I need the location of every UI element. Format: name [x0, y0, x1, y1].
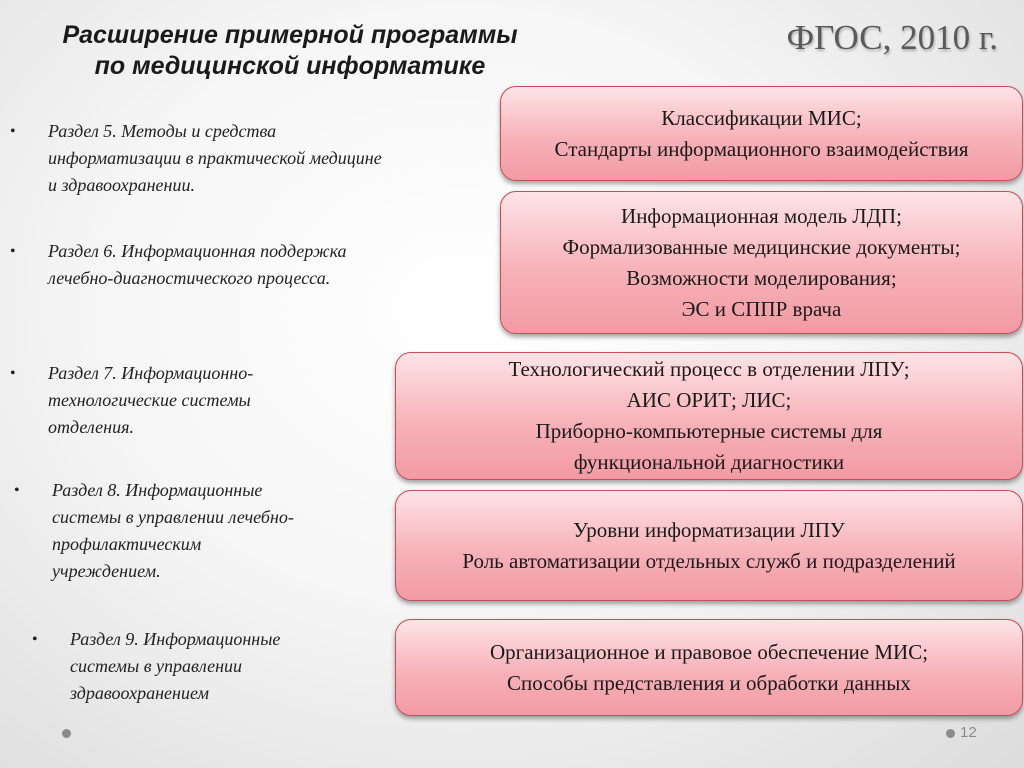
- content-box-1: [500, 86, 1023, 181]
- section-line: здравоохранением: [70, 683, 209, 703]
- box-line: ЭС и СППР врача: [681, 296, 842, 321]
- section-line: Раздел 9. Информационные: [70, 629, 281, 649]
- box-line: Уровни информатизации ЛПУ: [573, 517, 845, 542]
- box-line: Стандарты информационного взаимодействия: [554, 136, 969, 161]
- content-box-2: [500, 191, 1023, 334]
- bullet: •: [14, 482, 20, 499]
- section-line: Раздел 7. Информационно-: [48, 363, 254, 383]
- box-line: Способы представления и обработки данных: [507, 670, 911, 695]
- section-7: [10, 360, 254, 441]
- box-line: Организационное и правовое обеспечение МИС;: [489, 639, 929, 664]
- content-box-4: [395, 490, 1023, 601]
- box-line: Информационная модель ЛДП;: [621, 203, 902, 228]
- section-9: [32, 626, 281, 707]
- box-line: Возможности моделирования;: [626, 265, 897, 290]
- section-line: учреждением.: [52, 561, 161, 581]
- section-line: отделения.: [48, 417, 134, 437]
- section-8: [14, 477, 294, 585]
- bullet: •: [32, 631, 38, 648]
- section-line: Раздел 5. Методы и средства: [48, 121, 277, 141]
- footer-right-dot: [946, 729, 955, 738]
- section-6: [10, 238, 347, 292]
- standard-label: ФГОС, 2010 г.: [786, 18, 998, 57]
- page-number: 12: [960, 724, 977, 741]
- section-line: информатизации в практической медицине: [48, 148, 382, 168]
- section-5: [10, 118, 382, 199]
- box-line: Классификации МИС;: [661, 105, 862, 130]
- box-line: Роль автоматизации отдельных служб и подразделений: [462, 548, 956, 573]
- box-line: Технологический процесс в отделении ЛПУ;: [508, 357, 910, 381]
- section-line: технологические системы: [48, 390, 251, 410]
- slide-title: [0, 20, 580, 82]
- title-line: по медицинской информатике: [94, 52, 486, 80]
- section-line: Раздел 6. Информационная поддержка: [48, 241, 347, 261]
- section-line: Раздел 8. Информационные: [52, 480, 263, 500]
- section-line: лечебно-диагностического процесса.: [48, 268, 331, 288]
- bullet: •: [10, 365, 16, 382]
- box-line: Формализованные медицинские документы;: [562, 234, 961, 259]
- section-line: системы в управлении: [70, 656, 243, 676]
- content-box-3: [395, 352, 1023, 480]
- footer-left-dot: [62, 729, 71, 738]
- content-box-5: [395, 619, 1023, 716]
- bullet: •: [10, 243, 16, 260]
- box-line: Приборно-компьютерные системы для: [535, 419, 883, 443]
- section-line: профилактическим: [52, 534, 202, 554]
- box-line: функциональной диагностики: [573, 450, 845, 474]
- section-line: системы в управлении лечебно-: [52, 507, 294, 527]
- title-line: Расширение примерной программы: [62, 21, 518, 49]
- bullet: •: [10, 123, 16, 140]
- box-line: АИС ОРИТ; ЛИС;: [626, 388, 792, 412]
- section-line: и здравоохранении.: [48, 175, 195, 195]
